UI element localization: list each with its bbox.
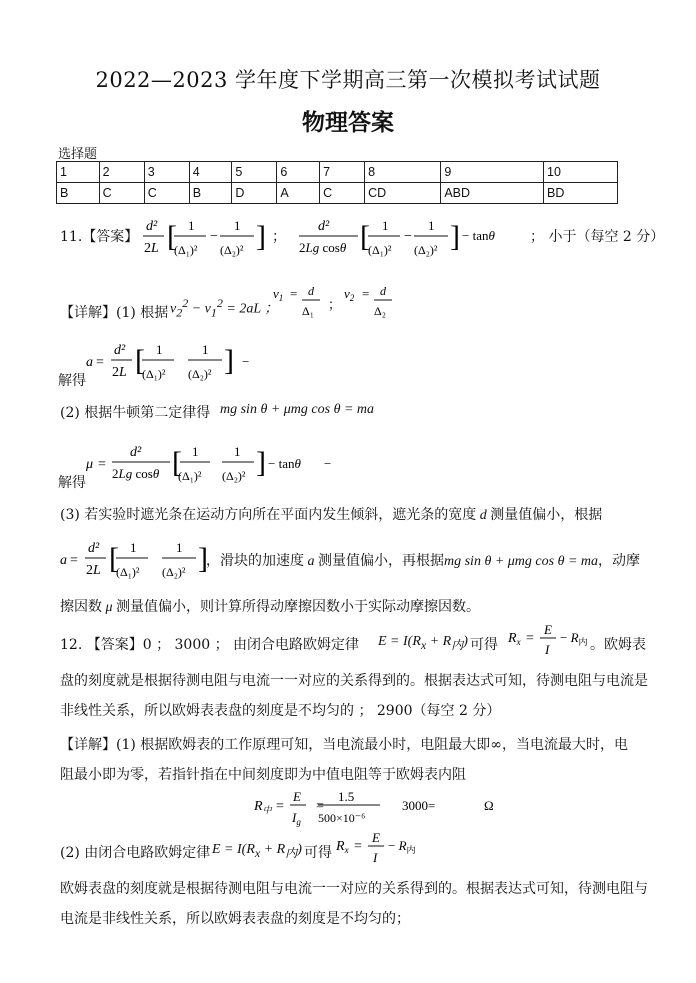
q12-detail-2: 阻最小即为零，若指针指在中间刻度即为中值电阻等于欧姆表内阻 (60, 767, 466, 783)
svg-text:−: − (324, 456, 332, 471)
q12-answer-line (60, 634, 359, 654)
svg-text:=: = (526, 631, 534, 646)
svg-text:[: [ (360, 220, 370, 253)
table-cell: BD (544, 183, 618, 204)
svg-text:]: ] (450, 220, 460, 253)
svg-text:a: a (86, 355, 93, 370)
svg-text:(Δ₁)²: (Δ₁)² (116, 565, 140, 579)
svg-text:E: E (293, 789, 301, 804)
symbol-d: d (476, 508, 491, 523)
svg-text:d: d (380, 284, 386, 298)
q11-part-2: (2) 根据牛顿第二定律得 (60, 405, 211, 421)
svg-text:=: = (98, 457, 106, 472)
svg-text:− tanθ: − tanθ (462, 228, 495, 243)
table-row-numbers (57, 162, 618, 183)
svg-text:E: E (544, 622, 552, 637)
section-label: 选择题 (58, 147, 98, 162)
svg-text:=: = (70, 553, 78, 568)
q12-text-2: 。欧姆表 (590, 637, 646, 653)
q11-eq-mu (84, 436, 344, 488)
table-cell: 9 (441, 162, 544, 183)
q11-solve-label: 解得 (58, 373, 86, 389)
q11-eq-kinematics: $v_2^2 - v_1^2 = 2aL$ ； (170, 296, 279, 320)
svg-text:500×10⁻⁶: 500×10⁻⁶ (318, 811, 366, 825)
svg-text:− R内: − $R_内$ (388, 838, 416, 855)
svg-text:−: − (210, 229, 218, 244)
q12-eq-ohm: $E = I(R_x + R_内)$ (378, 634, 468, 652)
text-span: 测量值偏小，根据 (490, 507, 603, 523)
svg-text:v2: $v_2$ (344, 286, 355, 303)
svg-text:−: − (404, 229, 412, 244)
svg-text:2L: 2L (112, 365, 127, 380)
table-cell: 10 (544, 162, 618, 183)
q11-tail: ； 小于（每空 2 分） (530, 229, 665, 245)
q12-part-2: (2) 由闭合电路欧姆定律 (60, 845, 211, 861)
table-cell: 1 (57, 162, 100, 183)
q12-line-2: 盘的刻度就是根据待测电阻与电流一一对应的关系得到的。根据表达式可知，待测电阻与电流是 (60, 673, 648, 689)
svg-text:；: ； (328, 297, 342, 312)
table-cell: ABD (441, 183, 544, 204)
svg-text:(Δ₁)²: (Δ₁)² (368, 243, 392, 257)
table-cell: 4 (189, 162, 232, 183)
svg-text:Ig: $I_g$ (292, 810, 301, 827)
q11-solve-label-2: 解得 (58, 475, 86, 491)
q11-part-3 (60, 504, 602, 524)
svg-text:I: I (545, 642, 550, 657)
q12-eq-rx (506, 620, 596, 666)
svg-text:μ: μ (86, 457, 94, 472)
q12-eq-ohm-2: $E = I(R_x + R_内)$ (212, 842, 302, 860)
q11-part-3-end (60, 596, 480, 616)
text-span: 擦因数 (60, 599, 102, 615)
text-span: 测量值偏小，再根据 (318, 553, 444, 569)
svg-text:d²: d² (114, 343, 126, 358)
svg-text:d²: d² (130, 445, 142, 460)
q11-eq-acceleration (84, 334, 254, 386)
svg-text:1: 1 (202, 342, 209, 357)
svg-text:1: 1 (428, 218, 435, 233)
q11-detail-1: 【详解】(1) 根据 (60, 305, 169, 321)
text-span: ，滑块的加速度 (206, 553, 304, 569)
q11-eq-newton-2: mg sin θ + μmg cos θ = ma (444, 554, 599, 569)
q11-sep: ； (272, 229, 286, 245)
svg-text:I: I (373, 850, 378, 865)
svg-text:a: a (60, 553, 67, 568)
svg-text:=: = (362, 286, 370, 301)
svg-text:1: 1 (382, 218, 389, 233)
svg-text:=: = (96, 355, 104, 370)
q12-text: 可得 (470, 637, 498, 653)
q11-eq-velocity (270, 284, 400, 324)
symbol-a: a (304, 554, 318, 569)
table-row-answers (57, 183, 618, 204)
svg-text:d: d (308, 284, 314, 298)
q12-text-3: 可得 (304, 845, 332, 861)
svg-text:3000: 3000 (402, 798, 428, 813)
q11-answer-label: 11.【答案】 (60, 229, 139, 245)
svg-text:− R内: − $R_内$ (560, 630, 588, 647)
svg-text:(Δ₁)²: (Δ₁)² (178, 469, 202, 483)
svg-text:1: 1 (156, 342, 163, 357)
svg-text:=: = (290, 286, 298, 301)
svg-text:v1: $v_1$ (273, 286, 284, 303)
svg-text:[: [ (172, 446, 182, 479)
table-cell: 5 (232, 162, 277, 183)
table-cell: 7 (320, 162, 365, 183)
table-cell: 3 (144, 162, 189, 183)
svg-text:(Δ₂)²: (Δ₂)² (162, 565, 186, 579)
table-cell: C (144, 183, 189, 204)
svg-text:d²: d² (146, 219, 158, 234)
svg-text:1: 1 (130, 540, 137, 555)
symbol-mu: μ (102, 600, 117, 615)
svg-text:−: − (242, 354, 250, 369)
svg-text:2Lg cosθ: 2Lg cosθ (112, 466, 160, 481)
svg-text:d²: d² (88, 541, 100, 556)
svg-text:1: 1 (234, 218, 241, 233)
svg-text:Δ₁: Δ₁ (302, 304, 314, 318)
q12-detail-1: 【详解】(1) 根据欧姆表的工作原理可知，当电流最小时，电阻最大即∞，当电流最大时，电 (60, 737, 628, 753)
svg-text:]: ] (224, 344, 234, 377)
table-cell: C (99, 183, 144, 204)
svg-text:(Δ₂)²: (Δ₂)² (188, 367, 212, 381)
text-span: 测量值偏小，则计算所得动摩擦因数小于实际动摩擦因数。 (116, 599, 481, 615)
svg-text:=: = (428, 798, 436, 813)
svg-text:(Δ₂)²: (Δ₂)² (220, 243, 244, 257)
table-cell: 8 (365, 162, 441, 183)
page-subtitle: 物理答案 (302, 109, 394, 136)
svg-text:=: = (276, 799, 284, 814)
svg-text:1.5: 1.5 (338, 789, 355, 804)
svg-text:1: 1 (176, 540, 183, 555)
q11-formula-2 (296, 210, 528, 262)
q12-line-5: 电流是非线性关系，所以欧姆表表盘的刻度是不均匀的； (60, 911, 410, 927)
svg-text:]: ] (256, 220, 266, 253)
svg-text:[: [ (167, 220, 177, 253)
svg-text:R中: $R_中$ (254, 799, 272, 815)
table-cell: B (57, 183, 100, 204)
answer-table (56, 161, 618, 204)
q12-line-3: 非线性关系，所以欧姆表表盘的刻度是不均匀的 ； 2900（每空 2 分） (60, 703, 501, 719)
q11-part-3-cont (206, 550, 640, 570)
svg-text:1: 1 (192, 444, 199, 459)
svg-text:=: = (316, 799, 324, 814)
page-title: 2022—2023 学年度下学期高三第一次模拟考试试题 (95, 68, 601, 92)
svg-text:2L: 2L (144, 241, 159, 256)
table-cell: 6 (277, 162, 320, 183)
table-cell: CD (365, 183, 441, 204)
q12-eq-rx-2 (334, 828, 434, 874)
svg-text:]: ] (198, 542, 208, 575)
svg-text:[: [ (135, 344, 145, 377)
svg-text:1: 1 (234, 444, 241, 459)
svg-text:(Δ₂)²: (Δ₂)² (222, 469, 246, 483)
svg-text:Δ₂: Δ₂ (374, 304, 386, 318)
svg-text:2L: 2L (86, 563, 101, 578)
table-cell: C (320, 183, 365, 204)
table-cell: D (232, 183, 277, 204)
svg-text:]: ] (256, 446, 266, 479)
svg-text:E: E (372, 830, 380, 845)
q12-eq-middle-resistance (252, 786, 512, 832)
svg-text:Rx: $R_x$ (336, 839, 349, 855)
q11-eq-newton: mg sin θ + μmg cos θ = ma (220, 402, 375, 417)
svg-text:=: = (354, 839, 362, 854)
table-cell: A (277, 183, 320, 204)
q11-formula-1 (140, 210, 268, 262)
table-cell: B (189, 183, 232, 204)
svg-text:(Δ₁)²: (Δ₁)² (142, 367, 166, 381)
svg-text:Rx: $R_x$ (508, 631, 521, 647)
q12-line-4: 欧姆表盘的刻度就是根据待测电阻与电流一一对应的关系得到的。根据表达式可知，待测电阻与 (60, 881, 648, 897)
svg-text:(Δ₁)²: (Δ₁)² (174, 243, 198, 257)
text-span: ，动摩 (598, 553, 641, 569)
text-span: (3) 若实验时遮光条在运动方向所在平面内发生倾斜，遮光条的宽度 (60, 507, 477, 523)
svg-text:2Lg cosθ: 2Lg cosθ (299, 240, 347, 255)
text-span: 12. 【答案】0 ； 3000 ； 由闭合电路欧姆定律 (60, 637, 360, 653)
q11-eq-acceleration-2 (58, 532, 208, 584)
svg-text:[: [ (109, 542, 119, 575)
svg-text:Ω: Ω (484, 798, 494, 813)
table-cell: 2 (99, 162, 144, 183)
svg-text:− tanθ: − tanθ (268, 456, 301, 471)
svg-text:d²: d² (318, 219, 330, 234)
svg-text:1: 1 (188, 218, 195, 233)
svg-text:(Δ₂)²: (Δ₂)² (414, 243, 438, 257)
